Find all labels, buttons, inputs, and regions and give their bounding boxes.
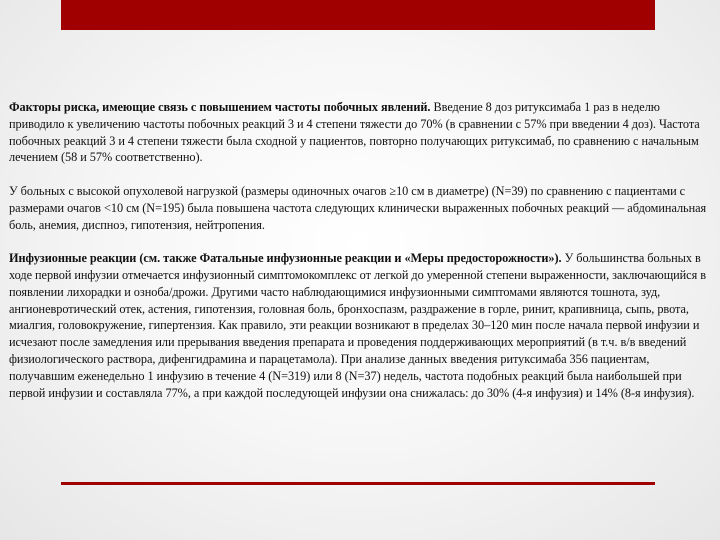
- bottom-divider: [61, 482, 655, 485]
- top-banner: [61, 0, 655, 30]
- paragraph-text: У больных с высокой опухолевой нагрузкой (размеры одиночных очагов ≥10 см в диаметре) (N=39) по сравнению с пациентами с размерами очагов <10 см (N=195) была повышена частота следующих клинически выраженных побочных реакций — абдоминальная боль, анемия, диспноэ, гипотензия, нейтропения.: [9, 183, 707, 232]
- paragraph-tumor-burden: [9, 183, 711, 233]
- paragraph-heading: Инфузионные реакции (см. также Фатальные инфузионные реакции и «Меры предосторожности»).: [9, 251, 562, 266]
- paragraph-infusion-reactions: [9, 250, 711, 401]
- paragraph-risk-factors: [9, 99, 711, 166]
- paragraph-heading: Факторы риска, имеющие связь с повышением частоты побочных явлений.: [9, 100, 431, 114]
- text-body: [9, 99, 711, 401]
- paragraph-text: У большинства больных в ходе первой инфузии отмечается инфузионный симптомокомплекс от легкой до умеренной степени выраженности, заключающийся в появлении лихорадки и озноба/дрожи. Другими часто наблюдающимися инфузионными симптомами являются тошнота, зуд, ангионевротический отек, астения, гипотензия, головная боль, бронхоспазм, раздражение в горле, ринит, крапивница, сыпь, рвота, миалгия, головокружение, гипертензия. Как правило, эти реакции возникают в пределах 30–120 мин после начала первой инфузии и исчезают после замедления или прерывания введения препарата и проведения поддерживающих мероприятий (в т.ч. в/в введений физиологического раствора, дифенгидрамина и парацетамола). При анализе данных введения ритуксимаба 356 пациентам, получавшим еженедельно 1 инфузию в течение 4 (N=319) или 8 (N=37) недель, частота подобных реакций была наибольшей при первой инфузии и составляла 77%, а при каждой последующей инфузии она снижалась: до 30% (4-я инфузия) и 14% (8-я инфузия).: [9, 251, 706, 400]
- paragraph-text: Введение 8 доз ритуксимаба 1 раз в неделю приводило к увеличению частоты побочных реакций 3 и 4 степени тяжести до 70% (в сравнении с 57% при введении 4 доз). Частота побочных реакций 3 и 4 степени тяжести была сходной у пациентов, повторно получающих ритуксимаб, по сравнению с начальным лечением (58 и 57% соответственно).: [9, 100, 700, 165]
